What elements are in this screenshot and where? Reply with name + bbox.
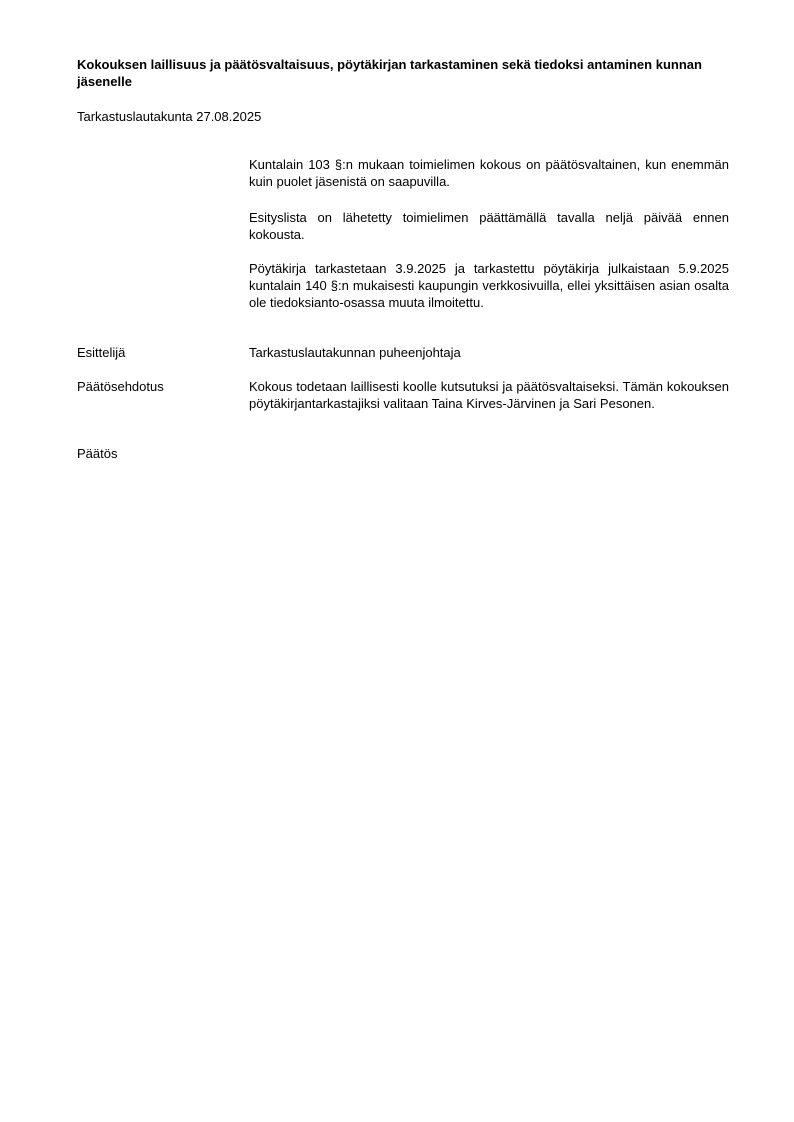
presenter-label: Esittelijä: [77, 345, 126, 360]
paragraph-minutes: Pöytäkirja tarkastetaan 3.9.2025 ja tarkastettu pöytäkirja julkaistaan 5.9.2025 kuntalain 140 §:n mukaisesti kaupungin verkkosivuilla, ellei yksittäisen asian osalta ole tiedoksianto-osassa muuta ilmoitettu.: [249, 261, 729, 310]
meeting-info: Tarkastuslautakunta 27.08.2025: [77, 109, 262, 124]
paragraph-quorum: Kuntalain 103 §:n mukaan toimielimen kokous on päätösvaltainen, kun enemmän kuin puolet jäsenistä on saapuvilla.: [249, 157, 729, 189]
proposal-label: Päätösehdotus: [77, 379, 164, 394]
document-title: Kokouksen laillisuus ja päätösvaltaisuus, pöytäkirjan tarkastaminen sekä tiedoksi antaminen kunnan jäsenelle: [77, 57, 702, 89]
presenter-value: Tarkastuslautakunnan puheenjohtaja: [249, 345, 461, 360]
paragraph-agenda: Esityslista on lähetetty toimielimen päättämällä tavalla neljä päivää ennen kokousta.: [249, 210, 729, 242]
decision-label: Päätös: [77, 446, 118, 461]
proposal-value: Kokous todetaan laillisesti koolle kutsutuksi ja päätösvaltaiseksi. Tämän kokouksen pöytäkirjantarkastajiksi valitaan Taina Kirves-Järvinen ja Sari Pesonen.: [249, 379, 729, 411]
